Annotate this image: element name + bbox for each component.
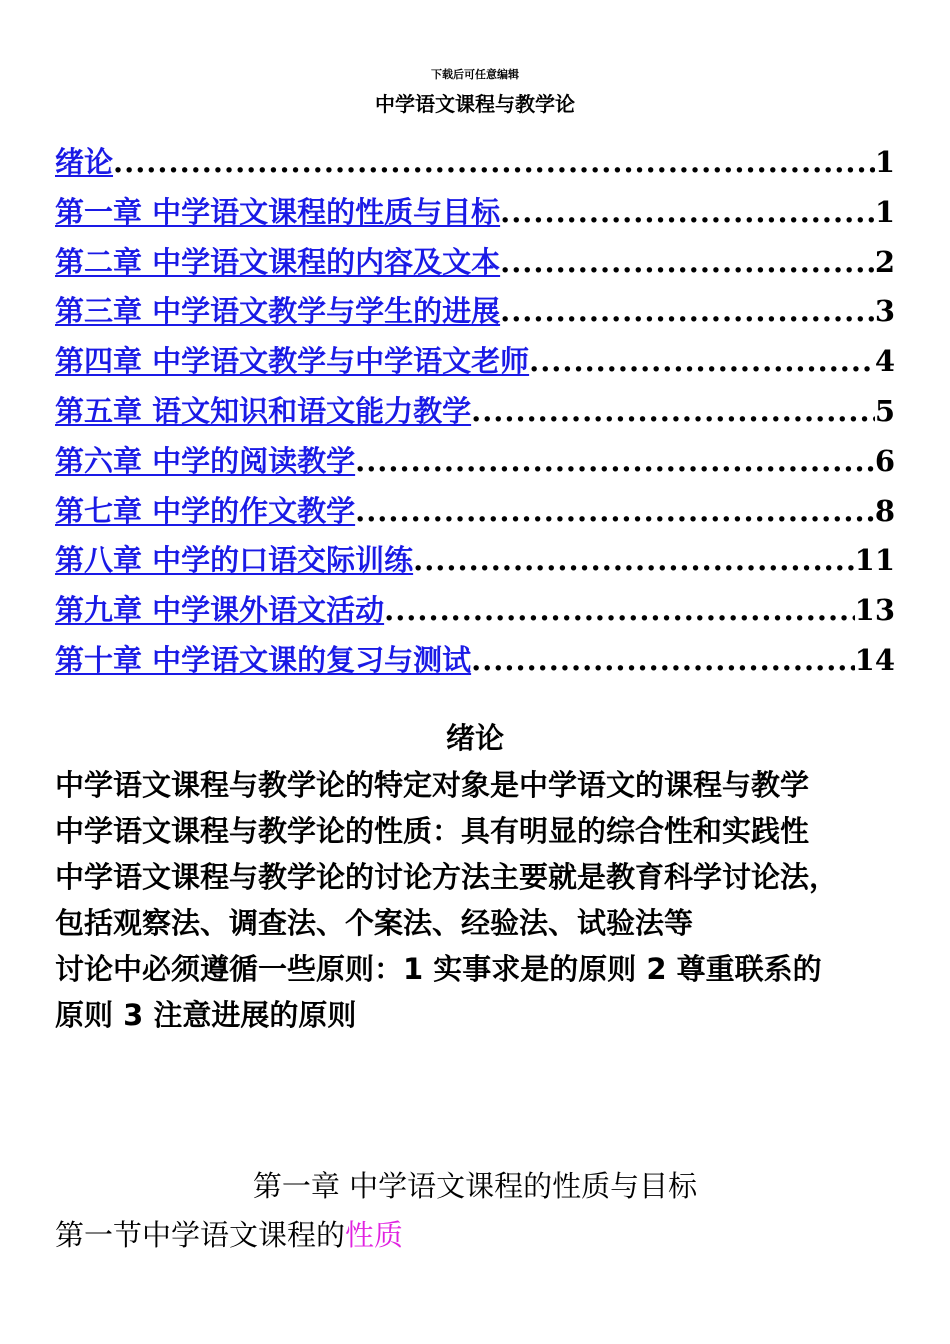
toc-entry-intro bbox=[55, 140, 895, 190]
section-heading-highlight: 性质 bbox=[345, 1218, 404, 1252]
toc-page-number: 4 bbox=[874, 344, 895, 379]
toc-entry-chapter-1 bbox=[55, 190, 895, 240]
intro-line: 包括观察法、调查法、个案法、经验法、试验法等 bbox=[55, 906, 694, 940]
toc-page-number: 1 bbox=[874, 145, 895, 179]
toc-entry-chapter-9 bbox=[55, 588, 895, 638]
toc-link[interactable]: 第八章 中学的口语交际训练 bbox=[55, 543, 414, 578]
toc-leader-dots bbox=[355, 494, 875, 528]
toc-leader-dots bbox=[413, 543, 855, 577]
toc-link[interactable]: 第二章 中学语文课程的内容及文本 bbox=[55, 244, 501, 279]
section-heading-prefix: 第一节中学语文课程的 bbox=[55, 1218, 346, 1252]
toc-page-number: 8 bbox=[874, 493, 895, 528]
toc-page-number: 13 bbox=[854, 593, 895, 628]
toc-entry-chapter-7 bbox=[55, 489, 895, 539]
toc-entry-chapter-10 bbox=[55, 638, 895, 688]
intro-line: 中学语文课程与教学论的性质：具有明显的综合性和实践性 bbox=[55, 814, 810, 848]
toc-page-number: 3 bbox=[874, 294, 895, 329]
toc-page-number: 1 bbox=[874, 194, 895, 229]
toc-link[interactable]: 第七章 中学的作文教学 bbox=[55, 493, 356, 528]
toc-link[interactable]: 绪论 bbox=[55, 145, 114, 179]
toc-link[interactable]: 第三章 中学语文教学与学生的进展 bbox=[55, 294, 501, 329]
toc-entry-chapter-3 bbox=[55, 289, 895, 339]
toc-leader-dots bbox=[471, 394, 875, 428]
toc-entry-chapter-5 bbox=[55, 389, 895, 439]
toc-page-number: 6 bbox=[874, 443, 895, 478]
toc-entry-chapter-8 bbox=[55, 538, 895, 588]
toc-page-number: 2 bbox=[874, 244, 895, 279]
header-note: 下载后可任意编辑 bbox=[431, 68, 519, 81]
toc-link[interactable]: 第十章 中学语文课的复习与测试 bbox=[55, 642, 472, 677]
toc-link[interactable]: 第一章 中学语文课程的性质与目标 bbox=[55, 194, 501, 229]
toc-leader-dots bbox=[529, 344, 875, 378]
intro-line: 中学语文课程与教学论的特定对象是中学语文的课程与教学 bbox=[55, 768, 810, 802]
intro-paragraph bbox=[55, 762, 915, 1038]
toc-page-number: 5 bbox=[874, 393, 895, 428]
document-title: 中学语文课程与教学论 bbox=[375, 92, 575, 116]
toc-leader-dots bbox=[384, 593, 855, 627]
toc-link[interactable]: 第六章 中学的阅读教学 bbox=[55, 443, 356, 478]
intro-line: 原则 3 注意进展的原则 bbox=[55, 998, 357, 1032]
toc-leader-dots bbox=[500, 294, 875, 328]
toc-leader-dots bbox=[500, 245, 875, 279]
toc-leader-dots bbox=[113, 145, 875, 179]
toc-page-number: 11 bbox=[854, 543, 895, 578]
intro-heading: 绪论 bbox=[445, 721, 504, 755]
toc-entry-chapter-6 bbox=[55, 439, 895, 489]
toc-page-number: 14 bbox=[854, 642, 895, 677]
toc-leader-dots bbox=[500, 195, 875, 229]
chapter-1-section-heading bbox=[55, 1213, 403, 1254]
toc-entry-chapter-4 bbox=[55, 339, 895, 389]
table-of-contents bbox=[55, 140, 895, 688]
toc-entry-chapter-2 bbox=[55, 240, 895, 290]
toc-link[interactable]: 第四章 中学语文教学与中学语文老师 bbox=[55, 344, 530, 379]
toc-leader-dots bbox=[471, 643, 855, 677]
toc-link[interactable]: 第九章 中学课外语文活动 bbox=[55, 593, 385, 628]
intro-line: 中学语文课程与教学论的讨论方法主要就是教育科学讨论法， bbox=[55, 860, 839, 894]
chapter-1-heading: 第一章 中学语文课程的性质与目标 bbox=[252, 1169, 698, 1203]
toc-leader-dots bbox=[355, 444, 875, 478]
toc-link[interactable]: 第五章 语文知识和语文能力教学 bbox=[55, 393, 472, 428]
intro-line: 讨论中必须遵循一些原则：1 实事求是的原则 2 尊重联系的 bbox=[55, 952, 822, 986]
